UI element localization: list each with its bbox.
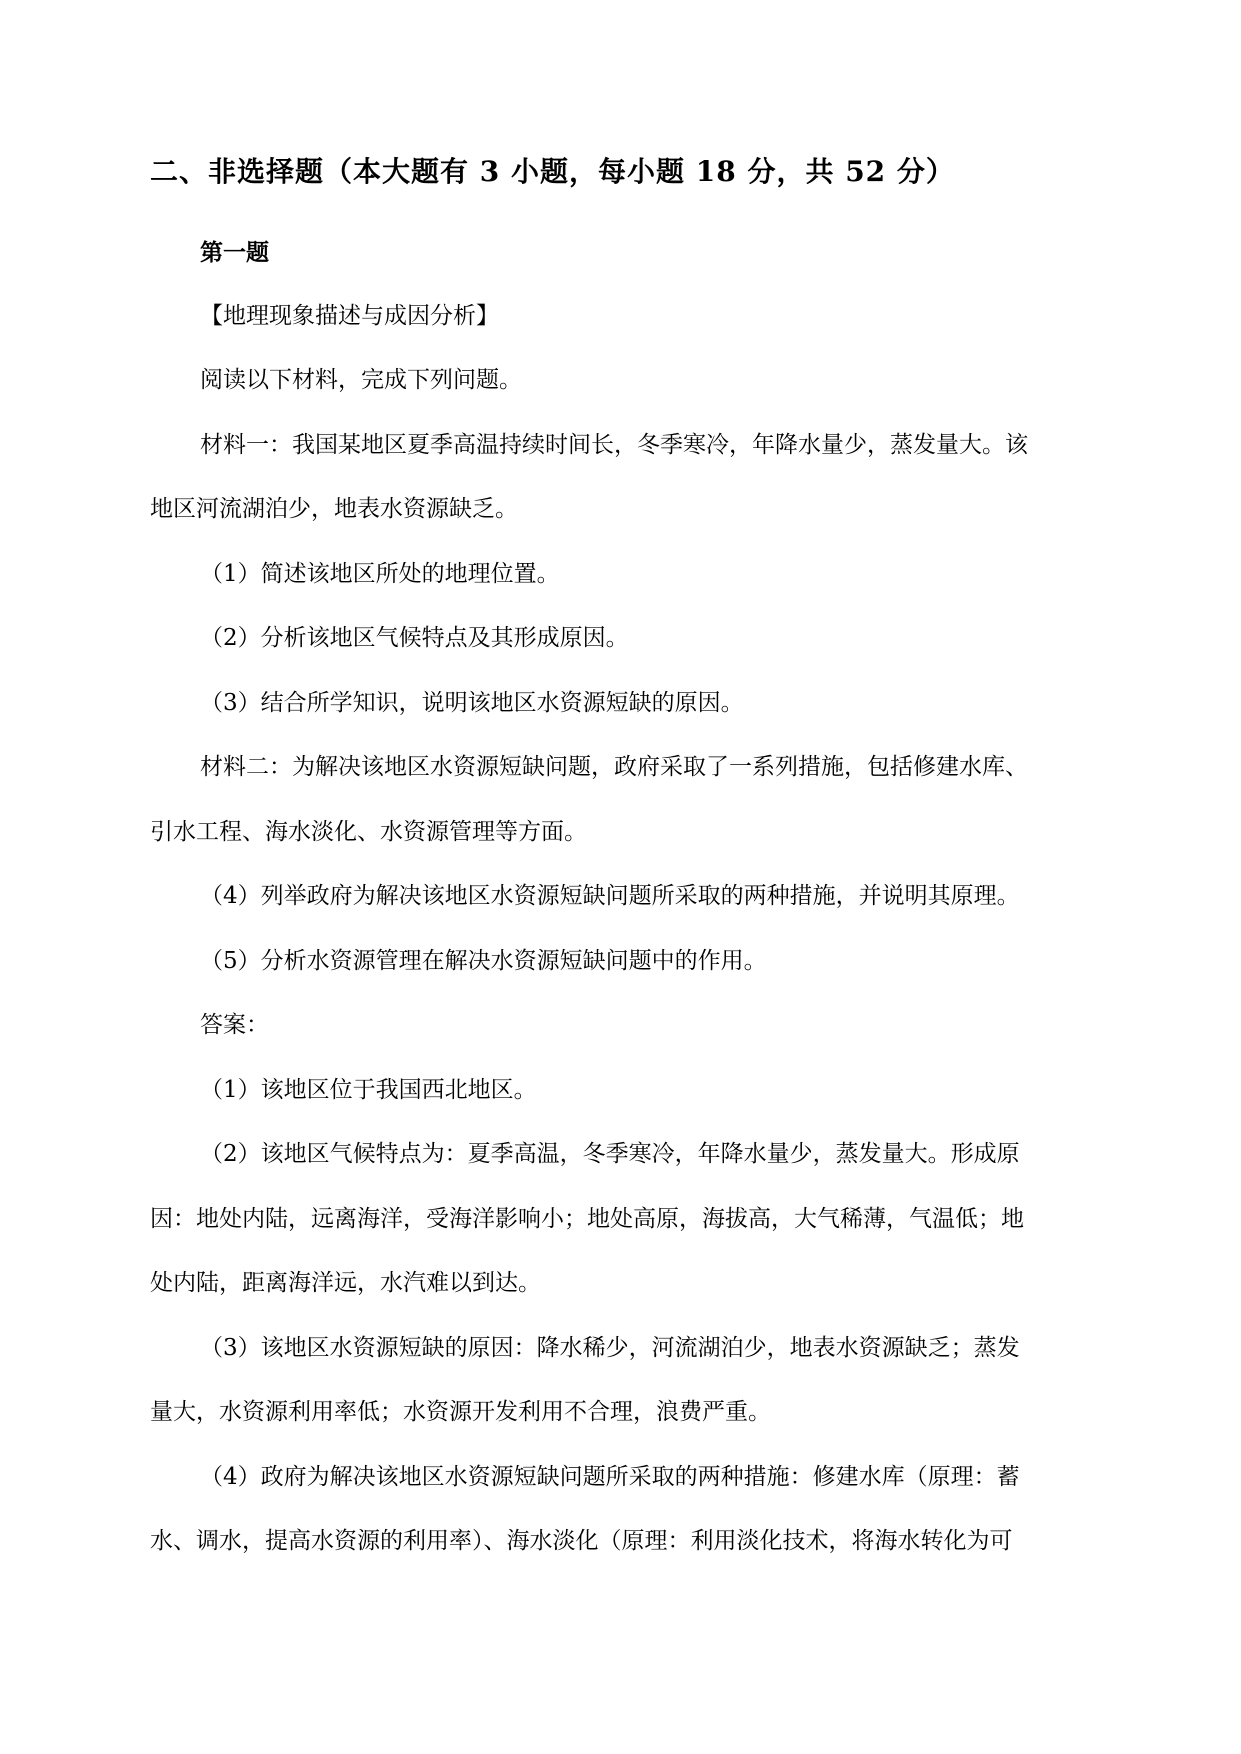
question-1: （1）简述该地区所处的地理位置。 [200,561,560,587]
answer-1: （1）该地区位于我国西北地区。 [200,1077,537,1103]
answer-label: 答案： [200,1012,269,1038]
answer-4-line-2: 水、调水，提高水资源的利用率）、海水淡化（原理：利用淡化技术，将海水转化为可 [150,1528,1013,1554]
question-heading: 第一题 [200,239,269,266]
question-category: 【地理现象描述与成因分析】 [200,303,499,329]
answer-3-line-2: 量大，水资源利用率低；水资源开发利用不合理，浪费严重。 [150,1399,771,1425]
material1-line-2: 地区河流湖泊少，地表水资源缺乏。 [150,496,518,522]
material2-line-1: 材料二：为解决该地区水资源短缺问题，政府采取了一系列措施，包括修建水库、 [200,754,1028,780]
material1-line-1: 材料一：我国某地区夏季高温持续时间长，冬季寒冷，年降水量少，蒸发量大。该 [200,432,1028,458]
answer-2-line-3: 处内陆，距离海洋远，水汽难以到达。 [150,1270,541,1296]
question-instruction: 阅读以下材料，完成下列问题。 [200,367,522,393]
question-5: （5）分析水资源管理在解决水资源短缺问题中的作用。 [200,948,767,974]
answer-4-line-1: （4）政府为解决该地区水资源短缺问题所采取的两种措施：修建水库（原理：蓄 [200,1464,1020,1490]
question-4: （4）列举政府为解决该地区水资源短缺问题所采取的两种措施，并说明其原理。 [200,883,1020,909]
answer-2-line-1: （2）该地区气候特点为：夏季高温，冬季寒冷，年降水量少，蒸发量大。形成原 [200,1141,1020,1167]
answer-2-line-2: 因：地处内陆，远离海洋，受海洋影响小；地处高原，海拔高，大气稀薄，气温低；地 [150,1206,1024,1232]
section-title: 二、非选择题（本大题有 3 小题，每小题 18 分，共 52 分） [150,155,955,188]
answer-3-line-1: （3）该地区水资源短缺的原因：降水稀少，河流湖泊少，地表水资源缺乏；蒸发 [200,1335,1020,1361]
material2-line-2: 引水工程、海水淡化、水资源管理等方面。 [150,819,587,845]
question-2: （2）分析该地区气候特点及其形成原因。 [200,625,629,651]
question-3: （3）结合所学知识，说明该地区水资源短缺的原因。 [200,690,744,716]
